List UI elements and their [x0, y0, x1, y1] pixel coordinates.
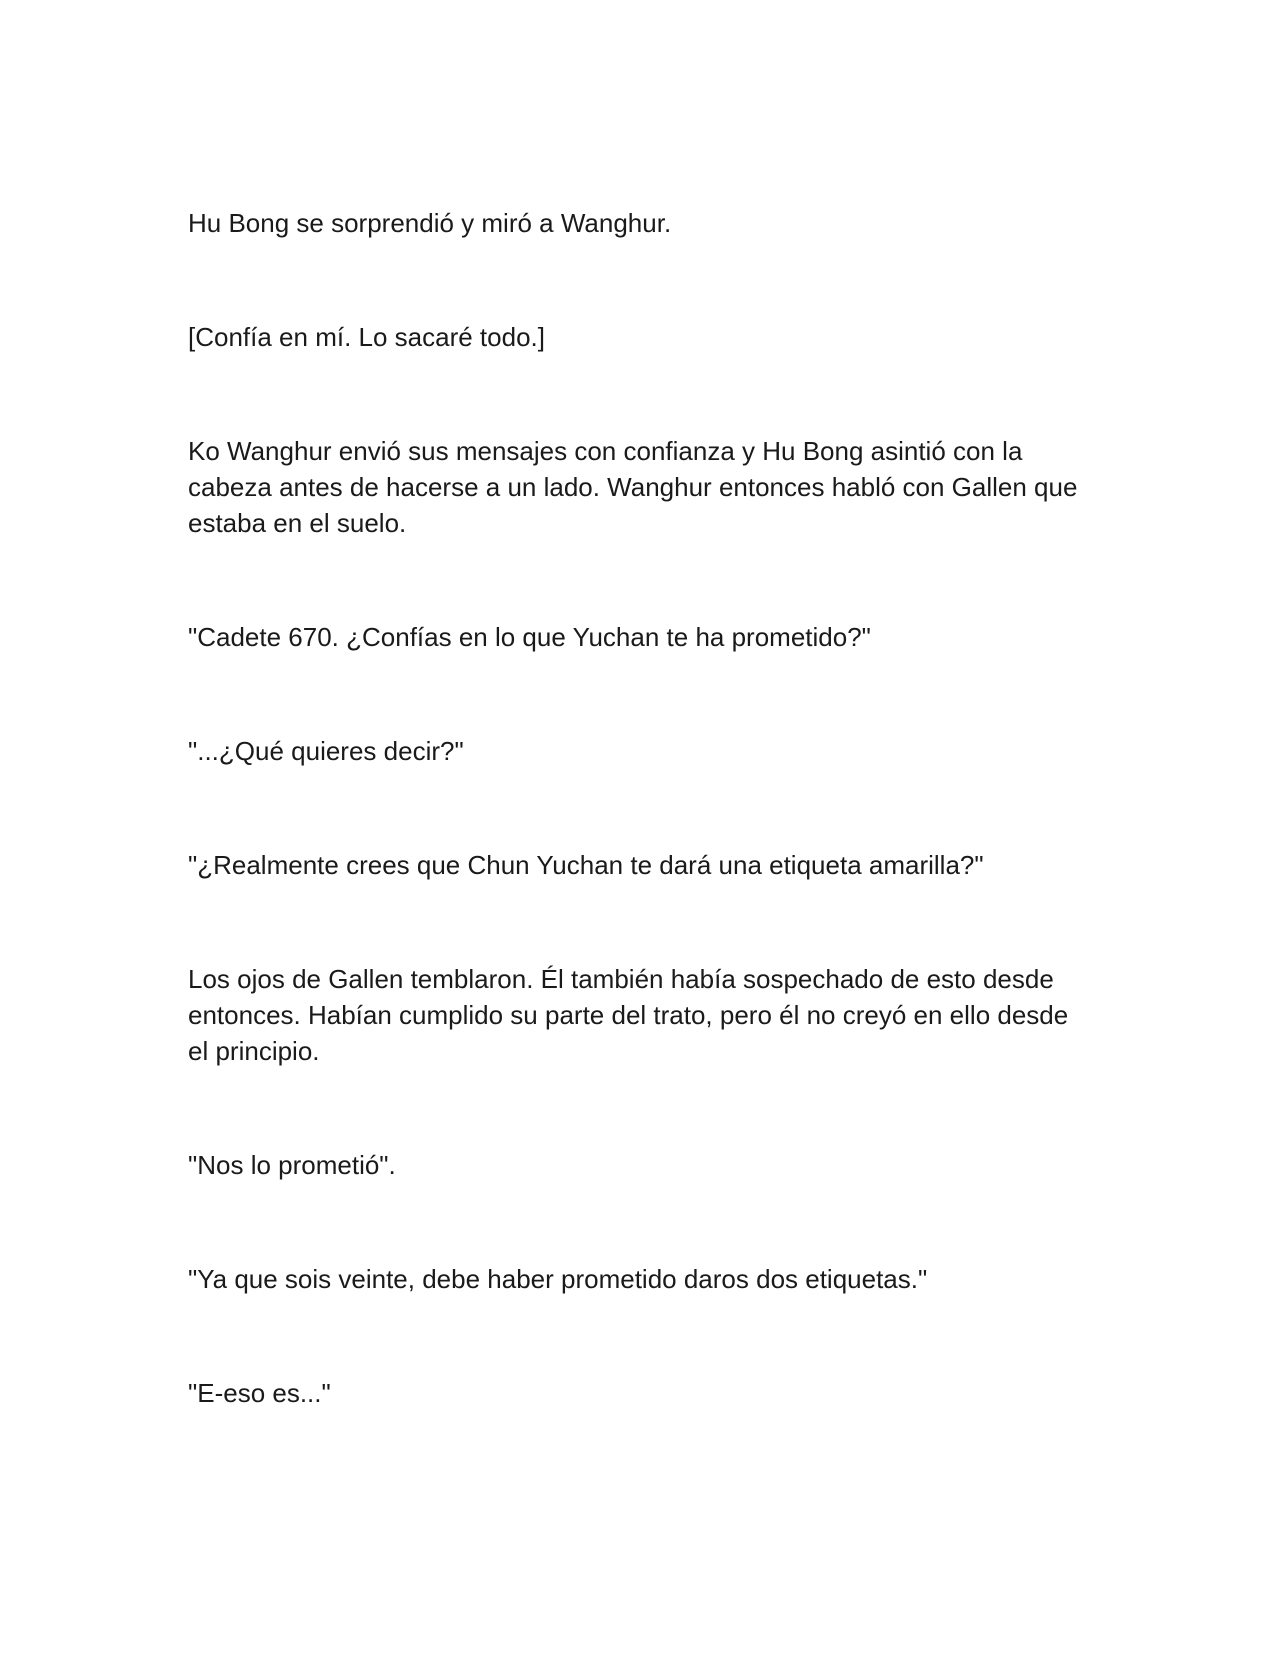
paragraph: Ko Wanghur envió sus mensajes con confianza y Hu Bong asintió con la cabeza antes de hacerse a un lado. Wanghur entonces habló con Gallen que estaba en el suelo. — [188, 436, 1078, 538]
paragraph: "E-eso es..." — [188, 1378, 331, 1408]
paragraph: "Ya que sois veinte, debe haber prometido daros dos etiquetas." — [188, 1264, 928, 1294]
paragraph: "Cadete 670. ¿Confías en lo que Yuchan te ha prometido?" — [188, 622, 871, 652]
paragraph: "Nos lo prometió". — [188, 1150, 396, 1180]
paragraph: Hu Bong se sorprendió y miró a Wanghur. — [188, 208, 672, 238]
document-body — [188, 205, 1088, 1489]
paragraph: Los ojos de Gallen temblaron. Él también había sospechado de esto desde entonces. Habían cumplido su parte del trato, pero él no creyó en ello desde el principio. — [188, 964, 1069, 1066]
paragraph: "¿Realmente crees que Chun Yuchan te dará una etiqueta amarilla?" — [188, 850, 984, 880]
paragraph: [Confía en mí. Lo sacaré todo.] — [188, 322, 545, 352]
paragraph: "...¿Qué quieres decir?" — [188, 736, 464, 766]
